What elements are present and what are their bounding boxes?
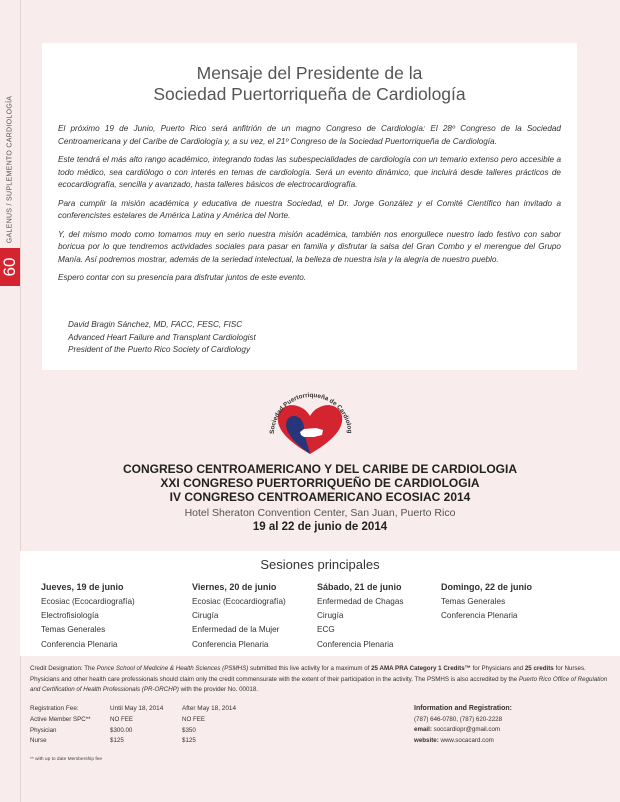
signature-block [68, 319, 256, 357]
membership-note: ** with up to date Membership fee [30, 757, 102, 762]
session-day-column [192, 580, 332, 652]
info-title: Information and Registration: [414, 705, 512, 712]
fee-cell: $300.00 [110, 726, 133, 734]
session-item: ECG [317, 625, 335, 635]
credit-designation [30, 664, 608, 696]
fee-cell: NO FEE [110, 716, 134, 724]
credit-text: The [84, 665, 95, 672]
heart-logo-icon [256, 388, 364, 460]
society-logo [256, 388, 364, 460]
credit-ama: 25 AMA PRA Category 1 Credits™ [371, 665, 471, 672]
venue: Hotel Sheraton Convention Center, San Juan, Puerto Rico [184, 507, 456, 519]
fee-cell: Nurse [30, 736, 47, 744]
fee-row [30, 736, 262, 746]
credit-text: with the provider No. 00018. [180, 686, 259, 693]
credit-nurse: 25 credits [524, 665, 554, 672]
sessions-title: Sesiones principales [260, 557, 380, 572]
congress-title-2: XXI CONGRESO PUERTORRIQUEÑO DE CARDIOLOGIA [160, 476, 480, 490]
credit-school: Ponce School of Medicine & Health Sciences (PSMHS) [96, 665, 249, 672]
credit-office: Puerto Rico Office of Regulation and Certification of Health Professionals (PR-ORCHP) [30, 675, 608, 693]
session-item: Conferencia Plenaria [192, 639, 269, 649]
website-label: website: [414, 736, 439, 744]
message-body [58, 123, 561, 291]
fee-header: After May 18, 2014 [182, 705, 236, 712]
congress-titles [20, 462, 620, 534]
president-message-box [42, 43, 577, 370]
event-dates: 19 al 22 de junio de 2014 [252, 521, 388, 533]
signature-role: Advanced Heart Failure and Transplant Cardiologist [68, 332, 256, 342]
session-day: Jueves, 19 de junio [41, 582, 124, 592]
session-item: Cirugía [192, 611, 219, 621]
credit-label: Credit Designation: [30, 665, 83, 672]
fee-header: Until May 18, 2014 [110, 705, 164, 712]
message-paragraph: Espero contar con su presencia para disfrutar juntos de este evento. [58, 273, 307, 282]
registration-fee-table [30, 704, 262, 746]
session-item: Cirugía [317, 611, 344, 621]
message-paragraph: Y, del mismo modo como tomamos muy en serio nuestra misión académica, también nos enorgullece nuestro lado festivo con sabor boricua por lo que tendremos actividades sociales para pasar en familia y disfrutar la salsa del Gran Combo y el merengue del Grupo Manía. Así podremos mostrar, además de la seriedad intelectual, la belleza de nuestra isla y la alegría de nuestro pueblo. [58, 229, 561, 264]
message-paragraph: El próximo 19 de Junio, Puerto Rico será anfitrión de un magno Congreso de Cardiología: El 28º Congreso de la Sociedad Centroamericana y del Caribe de Cardiología y, a su vez, el 21º Congreso de la Sociedad Puertorriqueña de Cardiología. [58, 124, 561, 146]
sessions-box [20, 551, 620, 656]
session-item: Ecosiac (Ecocardiografía) [192, 597, 286, 606]
session-day: Domingo, 22 de junio [441, 582, 533, 592]
session-item: Temas Generales [441, 597, 506, 606]
fee-cell: NO FEE [182, 716, 206, 724]
session-item: Conferencia Plenaria [41, 639, 118, 649]
fee-cell: $125 [182, 736, 196, 744]
fee-row [30, 726, 262, 736]
credit-text: for Nurses. Physicians and other health care professionals should claim only the credit commensurate with the extent of their participation in the activity. The PSMHS is also accredited by the [30, 665, 586, 683]
message-paragraph: Este tendrá el más alto rango académico, integrando todas las subespecialidades de cardiología con un temario extenso pero accesible a todo médico, sea cardiólogo o con interés en temas de cardiología. Será un evento dinámico, que incluirá desde talleres prácticos de ecocardiografía, sencilla y avanzado, hasta talleres básicos de electrocardiografía. [58, 155, 561, 189]
session-item: Temas Generales [41, 625, 106, 635]
session-day: Sábado, 21 de junio [317, 582, 402, 592]
fee-cell: $350 [182, 726, 196, 734]
fee-cell: $125 [110, 736, 124, 744]
message-title-line-2: Sociedad Puertorriqueña de Cardiología [153, 84, 466, 104]
info-email-line [414, 725, 512, 736]
sidebar [0, 0, 21, 802]
session-day-column [441, 580, 581, 623]
congress-title-1: CONGRESO CENTROAMERICANO Y DEL CARIBE DE CARDIOLOGIA [122, 462, 518, 476]
congress-title-3: IV CONGRESO CENTROAMERICANO ECOSIAC 2014 [169, 490, 471, 504]
email-address[interactable]: soccardiopr@gmail.com [433, 726, 501, 733]
fee-header: Registration Fee: [30, 705, 79, 712]
fee-row [30, 715, 262, 725]
email-label: email: [414, 726, 432, 733]
page-number: 60 [0, 257, 19, 277]
info-website-line [414, 736, 512, 747]
fee-cell: Physician [30, 726, 57, 734]
credit-text: submitted this live activity for a maximum of [250, 665, 370, 672]
message-paragraph: Para cumplir la misión académica y educativa de nuestra Sociedad, el Dr. Jorge González y el Comité Científico han invitado a conferencistes estelares de América Latina y América del Norte. [58, 198, 561, 220]
session-item: Conferencia Plenaria [441, 611, 518, 621]
fee-cell: Active Member SPC** [30, 716, 91, 724]
message-title [42, 63, 577, 105]
session-item: Conferencia Plenaria [317, 639, 394, 649]
info-phones: (787) 646-0780, (787) 620-2228 [414, 715, 503, 723]
session-item: Electrofisiología [41, 611, 99, 621]
session-item: Ecosiac (Ecocardiografía) [41, 597, 135, 606]
session-day: Viernes, 20 de junio [192, 582, 277, 592]
message-title-line-1: Mensaje del Presidente de la [196, 63, 423, 83]
signature-name: David Bragin Sánchez, MD, FACC, FESC, FISC [68, 320, 243, 329]
credit-text: for Physicians and [472, 665, 524, 672]
session-item: Enfermedad de la Mujer [192, 625, 280, 635]
session-day-column [41, 580, 181, 652]
running-head-text: GALENUS / SUPLEMENTO CARDIOLOGÍA [6, 95, 14, 244]
information-registration [414, 704, 512, 746]
page-number-tab [0, 248, 20, 286]
session-day-column [317, 580, 457, 652]
logo-arc-text: Sociedad Puertorriqueña de Cardiolog [268, 391, 354, 435]
session-item: Enfermedad de Chagas [317, 597, 404, 606]
running-head [3, 95, 17, 248]
signature-title: President of the Puerto Rico Society of Cardiology [68, 345, 251, 354]
website-link[interactable]: www.socacard.com [440, 736, 494, 744]
